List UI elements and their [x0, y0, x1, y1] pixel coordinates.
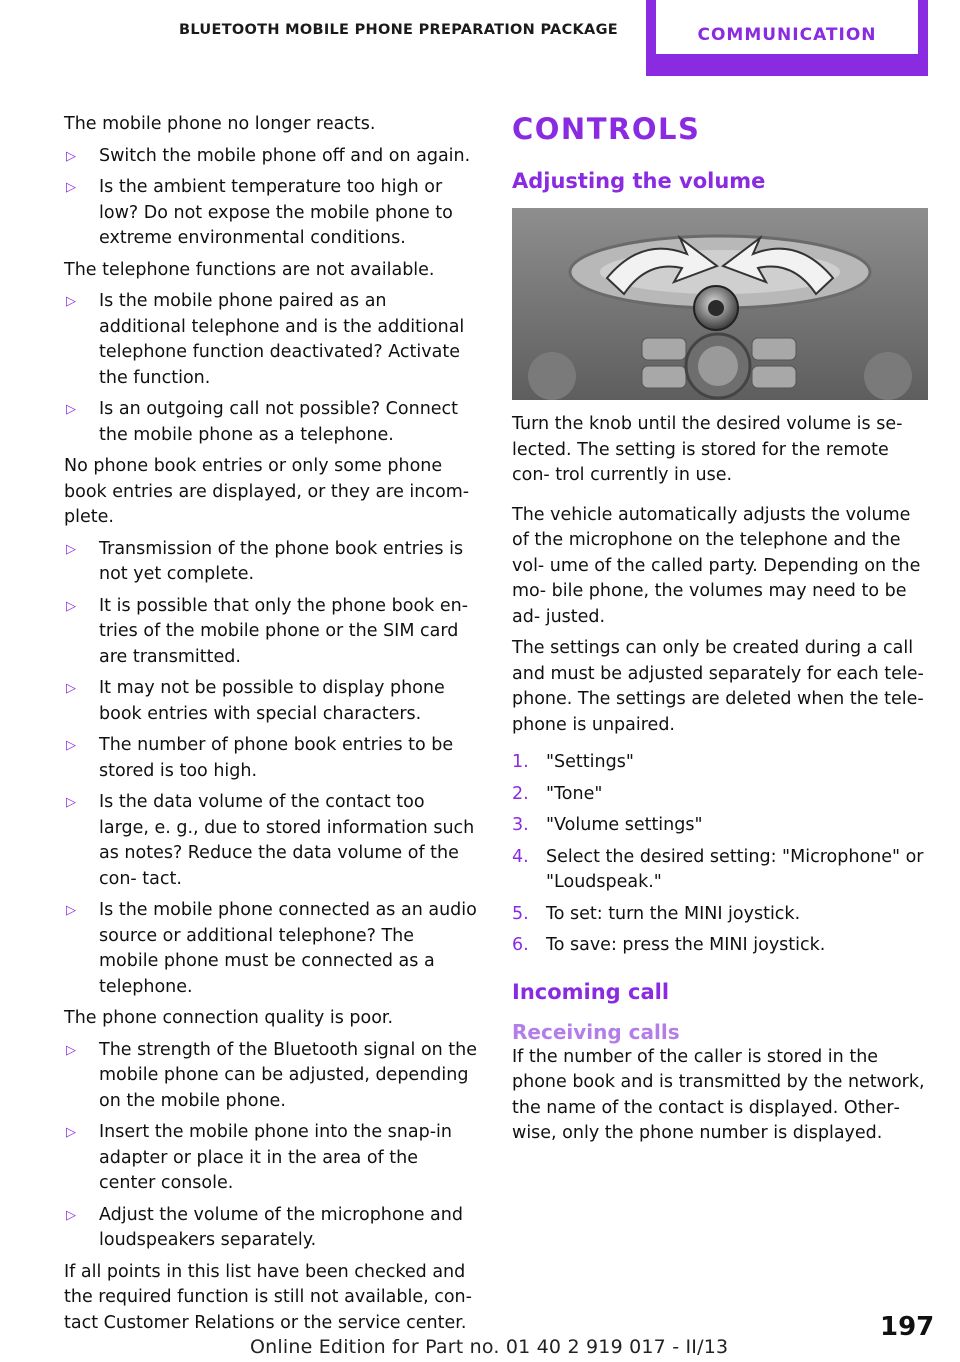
paragraph: The telephone functions are not available. — [64, 259, 435, 280]
paragraph: The mobile phone no longer reacts. — [64, 114, 376, 134]
list-item: ▷ Switch the mobile phone off and on again. — [64, 144, 478, 170]
triangle-bullet-icon: ▷ — [66, 180, 76, 195]
list-item: ▷ Is the mobile phone paired as an additional telephone and is the additional telephone function deactivated? Activate the function. — [66, 291, 465, 388]
list-item: ▷ Transmission of the phone book entries is not yet complete. — [66, 538, 464, 584]
list-item: 3. "Volume settings" — [512, 815, 703, 835]
list-item: ▷ Is the data volume of the contact too large, e. g., due to stored information such as notes? Reduce the data volume of the con‐ tact. — [66, 792, 475, 889]
subheading-incoming-call: Incoming call — [512, 979, 670, 1004]
footer-edition: Online Edition for Part no. 01 40 2 919 017 - II/13 — [250, 1336, 729, 1358]
list-item: ▷ Insert the mobile phone into the snap-in adapter or place it in the area of the center console. — [66, 1122, 452, 1193]
list-item: ▷ Is an outgoing call not possible? Connect the mobile phone as a telephone. — [66, 399, 459, 445]
paragraph: No phone book entries or only some phone book entries are displayed, or they are incom‐ plete. — [64, 456, 470, 527]
right-column — [512, 112, 930, 1153]
list-item: ▷ Is the mobile phone connected as an audio source or additional telephone? The mobile phone must be connected as a telephone. — [66, 900, 477, 997]
triangle-bullet-icon: ▷ — [66, 148, 76, 164]
paragraph: If all points in this list have been checked and the required function is still not available, con‐ tact Customer Relations or the service center. — [64, 1261, 472, 1333]
list-item: 4. Select the desired setting: "Microphone" or "Loudspeak." — [512, 846, 924, 892]
triangle-bullet-icon: ▷ — [66, 1207, 76, 1223]
triangle-bullet-icon: ▷ — [66, 1042, 76, 1058]
bullet-list — [64, 289, 478, 448]
paragraph: The settings can only be created during a call and must be adjusted separately for each tele‐ phone. The settings are deleted when the tele‐ phone is unpaired. — [512, 638, 924, 735]
section-heading: CONTROLS — [512, 112, 701, 146]
paragraph: Turn the knob until the desired volume is se‐ lected. The setting is stored for the remote con‐ trol currently in use. — [512, 414, 903, 485]
list-item: 5. To set: turn the MINI joystick. — [512, 903, 801, 924]
triangle-bullet-icon: ▷ — [66, 598, 76, 614]
triangle-bullet-icon: ▷ — [66, 795, 76, 810]
list-item: ▷ The strength of the Bluetooth signal on the mobile phone can be adjusted, depending on the mobile phone. — [66, 1039, 478, 1111]
triangle-bullet-icon: ▷ — [66, 1125, 76, 1140]
triangle-bullet-icon: ▷ — [66, 903, 76, 918]
list-item: ▷ It is possible that only the phone book en‐ tries of the mobile phone or the SIM card are transmitted. — [66, 595, 469, 667]
list-item: ▷ The number of phone book entries to be stored is too high. — [66, 735, 454, 781]
paragraph: The phone connection quality is poor. — [64, 1008, 394, 1028]
left-column — [64, 112, 478, 1342]
triangle-bullet-icon: ▷ — [66, 294, 76, 309]
list-item: ▷ Is the ambient temperature too high or low? Do not expose the mobile phone to extreme environmental conditions. — [66, 177, 453, 248]
subheading-volume: Adjusting the volume — [512, 169, 766, 193]
list-item: 6. To save: press the MINI joystick. — [512, 935, 826, 955]
list-item: 1. "Settings" — [512, 752, 634, 772]
paragraph: The vehicle automatically adjusts the volume of the microphone on the telephone and the vol‐ ume of the called party. Depending on the mo‐ bile phone, the volumes may need to be ad‐ justed. — [512, 504, 921, 627]
volume-knob-photo-icon — [512, 208, 928, 400]
triangle-bullet-icon: ▷ — [66, 681, 76, 696]
header-section-title: BLUETOOTH MOBILE PHONE PREPARATION PACKAGE — [179, 22, 618, 38]
numbered-list — [512, 750, 930, 959]
subheading-receiving-calls: Receiving calls — [512, 1019, 680, 1044]
page-number: 197 — [880, 1312, 935, 1342]
list-item: ▷ It may not be possible to display phone book entries with special characters. — [66, 678, 445, 724]
bullet-list — [64, 144, 478, 252]
triangle-bullet-icon: ▷ — [66, 402, 76, 417]
list-item: ▷ Adjust the volume of the microphone and loudspeakers separately. — [66, 1204, 463, 1250]
bullet-list — [64, 1038, 478, 1254]
triangle-bullet-icon: ▷ — [66, 738, 76, 753]
bullet-list — [64, 537, 478, 1001]
paragraph: If the number of the caller is stored in the phone book and is transmitted by the network, the name of the contact is displayed. Other‐ wise, only the phone number is displayed. — [512, 1046, 925, 1143]
header-tab — [646, 0, 928, 76]
volume-knob-photo — [512, 208, 928, 400]
header-tab-label: COMMUNICATION — [656, 0, 918, 54]
triangle-bullet-icon: ▷ — [66, 541, 76, 557]
list-item: 2. "Tone" — [512, 783, 603, 804]
